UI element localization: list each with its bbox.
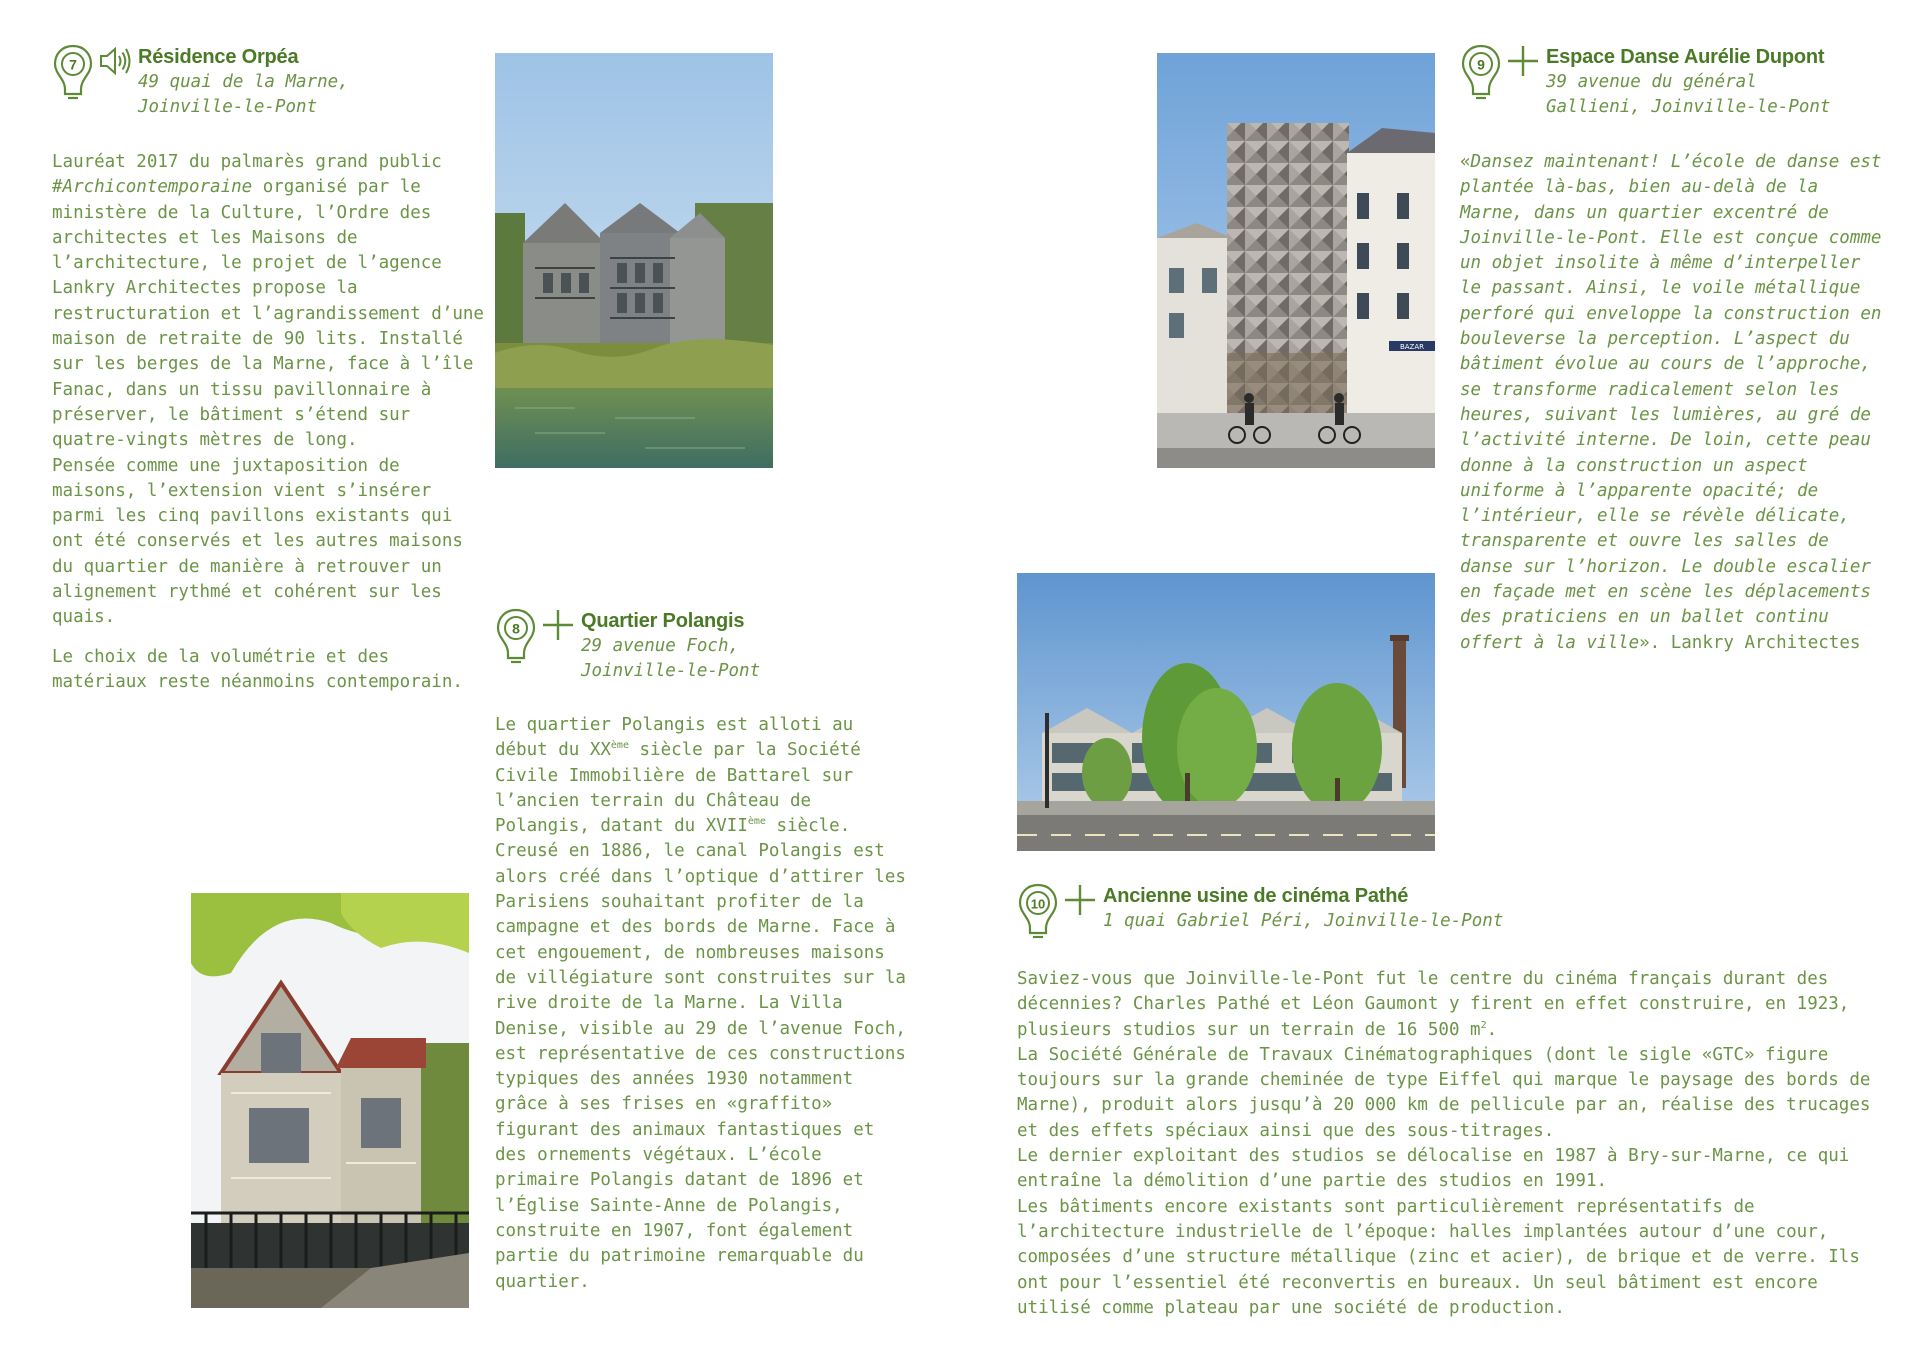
section-9-address-line2: Gallieni, Joinville-le-Pont [1546, 97, 1831, 117]
section-7-address-line2: Joinville-le-Pont [138, 97, 318, 117]
section-7-title: Résidence Orpéa [138, 46, 299, 68]
section-7-address-line1: 49 quai de la Marne, [138, 72, 349, 92]
section-10-paragraph-4: Les bâtiments encore existants sont particulièrement représentatifs de l’architecture industrielle de l’époque: halles implantées autour d’une cour, composées d’une structure métallique (zinc et acier), de brique et de verre. Ils ont pour l’essentiel été reconvertis en bureaux. Un seul bâtiment est encore utilisé comme plateau par une société de production. [1017, 1196, 1860, 1318]
photo-residence-orpea [495, 53, 773, 468]
section-10-paragraph-2: La Société Générale de Travaux Cinématographiques (dont le sigle «GTC» figure toujours sur la grande cheminée de type Eiffel qui marque le paysage des bords de Marne), produit alors jusqu’à 20 000 km de pellicule par an, réalise des trucages et des effets spéciaux ainsi que des sous-titrages. [1017, 1044, 1871, 1141]
section-8-address-line2: Joinville-le-Pont [581, 661, 761, 681]
section-8-address-line1: 29 avenue Foch, [581, 636, 740, 656]
section-10-body [1017, 967, 1892, 1321]
plus-icon [1506, 44, 1540, 78]
section-9-attribution: Lankry Architectes [1660, 632, 1861, 653]
section-7-paragraph-1: Lauréat 2017 du palmarès grand public #Archicontemporaine organisé par le ministère de la Culture, l’Ordre des architectes et les Maisons de l’architecture, le projet de l’agence Lankry Architectes propose la restructuration et l’agrandissement d’une maison de retraite de 90 lits. Installé sur les berges de la Marne, face à l’île Fanac, dans un tissu pavillonnaire à préserver, le bâtiment s’étend sur quatre-vingts mètres de long. [52, 152, 484, 451]
svg-text:7: 7 [69, 56, 77, 73]
svg-text:8: 8 [512, 620, 520, 637]
speaker-icon [98, 44, 132, 78]
section-10-paragraph-3: Le dernier exploitant des studios se délocalise en 1987 à Bry-sur-Marne, ce qui entraîne la démolition d’une partie des studios en 1991. [1017, 1146, 1850, 1192]
plus-icon [541, 608, 575, 642]
svg-text:9: 9 [1477, 56, 1485, 73]
section-7-header [52, 44, 349, 120]
section-10-paragraph-1: Saviez-vous que Joinville-le-Pont fut le centre du cinéma français durant des décennies? Charles Pathé et Léon Gaumont y firent en effet construire, en 1923, plusieurs studios sur un terrain de 16 500 $m^2$. [1017, 969, 1850, 1040]
section-8-paragraph: Le quartier Polangis est alloti au début du XXème siècle par la Société Civile Immobilière de Battarel sur l’ancien terrain du Château de Polangis, datant du XVIIème siècle. Creusé en 1886, le canal Polangis est alors créé dans l’optique d’attirer les Parisiens souhaitant profiter de la campagne et des bords de Marne. Face à cet engouement, de nombreuses maisons de villégiature sont construites sur la rive droite de la Marne. La Villa Denise, visible au 29 de l’avenue Foch, est représentative de ces constructions typiques des années 1930 notamment grâce à ses frises en «graffito» figurant des animaux fantastiques et des ornements végétaux. L’école primaire Polangis datant de 1896 et l’Église Sainte-Anne de Polangis, construite en 1907, font également partie du patrimoine remarquable du quartier. [495, 715, 906, 1292]
section-9-header [1460, 44, 1830, 120]
section-10-header [1017, 883, 1503, 939]
section-9-quote: «Dansez maintenant! L’école de danse est plantée là-bas, bien au-delà de la Marne, dans un quartier excentré de Joinville-le-Pont. Elle est conçue comme un objet insolite à même d’interpeller le passant. Ainsi, le voile métallique perforé qui enveloppe la construction en bouleverse la perception. L’aspect du bâtiment évolue au cours de l’approche, se transforme radicalement selon les heures, suivant les lumières, au gré de l’activité interne. De loin, cette peau donne à la construction un aspect uniforme à l’apparente opacité; de l’intérieur, elle se révèle délicate, transparente et ouvre les salles de danse sur l’horizon. Le double escalier en façade met en scène les déplacements des praticiens en un ballet continu offert à la ville». Lankry Architectes [1460, 152, 1882, 653]
section-7-paragraph-3: Le choix de la volumétrie et des matériaux reste néanmoins contemporain. [52, 646, 463, 692]
location-pin-icon [495, 608, 537, 664]
plus-icon [1063, 883, 1097, 917]
location-pin-icon [52, 44, 94, 100]
shop-sign: BAZAR [1399, 343, 1425, 351]
location-pin-icon [1017, 883, 1059, 939]
hashtag: #Archicontemporaine [52, 177, 253, 198]
section-8-body [495, 713, 915, 1295]
section-10-address: 1 quai Gabriel Péri, Joinville-le-Pont [1103, 911, 1504, 931]
photo-usine-pathe [1017, 573, 1435, 851]
section-8-header [495, 608, 760, 684]
svg-text:10: 10 [1030, 896, 1046, 912]
photo-villa-denise [191, 893, 469, 1308]
section-8-title: Quartier Polangis [581, 610, 745, 632]
photo-espace-danse [1157, 53, 1435, 468]
location-pin-icon [1460, 44, 1502, 100]
section-7-body [52, 150, 492, 695]
section-9-address-line1: 39 avenue du général [1546, 72, 1757, 92]
section-9-title: Espace Danse Aurélie Dupont [1546, 46, 1825, 68]
section-9-body [1460, 150, 1890, 656]
section-10-title: Ancienne usine de cinéma Pathé [1103, 885, 1409, 907]
section-7-paragraph-2: Pensée comme une juxtaposition de maisons, l’extension vient s’insérer parmi les cinq pavillons existants qui ont été conservés et les autres maisons du quartier de manière à retrouver un alignement rythmé et cohérent sur les quais. [52, 455, 463, 628]
